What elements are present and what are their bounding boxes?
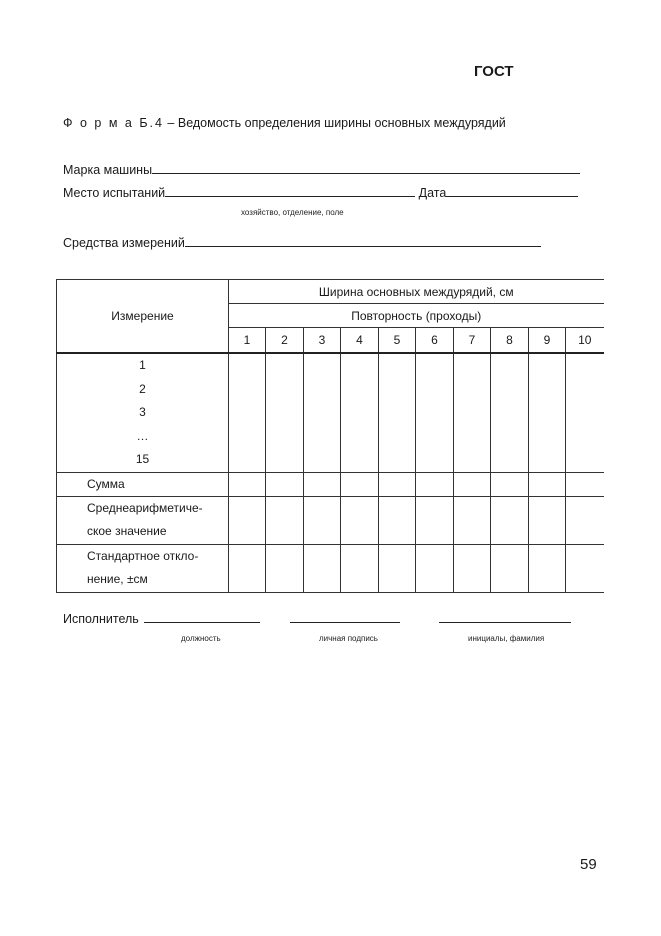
data-cell xyxy=(454,496,491,544)
data-cell xyxy=(416,353,454,472)
measurement-number: 3 xyxy=(139,405,146,419)
date-underline xyxy=(446,184,578,197)
measurement-table xyxy=(56,279,604,593)
instruments-label: Средства измерений xyxy=(63,236,185,250)
sum-label: Сумма xyxy=(57,472,229,496)
column-number: 5 xyxy=(379,328,416,354)
data-cell xyxy=(454,544,491,592)
data-cell xyxy=(566,496,604,544)
measurement-ellipsis: … xyxy=(136,428,149,443)
data-cell xyxy=(529,496,566,544)
name-hint: инициалы, фамилия xyxy=(468,634,545,643)
measurement-number: 2 xyxy=(139,381,146,396)
form-title-rest: – Ведомость определения ширины основных междурядий xyxy=(163,116,506,130)
place-date-field xyxy=(63,184,578,200)
data-cell xyxy=(379,544,416,592)
data-cell xyxy=(416,496,454,544)
data-cell xyxy=(566,544,604,592)
data-cell xyxy=(454,353,491,472)
gost-header: ГОСТ xyxy=(474,63,514,80)
column-number: 3 xyxy=(304,328,341,354)
data-cell xyxy=(266,472,304,496)
place-label: Место испытаний xyxy=(63,186,166,200)
column-number: 9 xyxy=(529,328,566,354)
instruments-underline xyxy=(185,234,541,247)
data-cell xyxy=(491,496,529,544)
column-number: 4 xyxy=(341,328,379,354)
instruments-field xyxy=(63,234,541,250)
repeat-header: Повторность (проходы) xyxy=(229,304,604,328)
column-number: 10 xyxy=(566,328,604,354)
data-cell xyxy=(529,544,566,592)
data-cell xyxy=(304,353,341,472)
header-row-1 xyxy=(57,280,604,304)
mean-row xyxy=(57,496,604,544)
data-cell xyxy=(379,472,416,496)
page-number: 59 xyxy=(580,856,597,873)
data-cell xyxy=(454,472,491,496)
data-cell xyxy=(341,544,379,592)
width-header: Ширина основных междурядий, см xyxy=(229,280,604,304)
data-cell xyxy=(416,472,454,496)
data-cell xyxy=(491,544,529,592)
data-cell xyxy=(304,496,341,544)
sum-row xyxy=(57,472,604,496)
measurement-list xyxy=(57,353,229,472)
machine-label: Марка машины xyxy=(63,163,153,177)
std-label xyxy=(57,544,229,592)
column-number: 1 xyxy=(229,328,266,354)
data-cell xyxy=(491,353,529,472)
date-label: Дата xyxy=(418,186,447,200)
signature-hint: личная подпись xyxy=(319,634,378,643)
data-cell xyxy=(416,544,454,592)
position-hint: должность xyxy=(181,634,221,643)
data-cell xyxy=(491,472,529,496)
data-cell xyxy=(341,353,379,472)
data-cell xyxy=(341,496,379,544)
mean-label-line-1: Среднеарифметиче- xyxy=(87,501,203,515)
column-number: 2 xyxy=(266,328,304,354)
data-cell xyxy=(266,544,304,592)
place-hint: хозяйство, отделение, поле xyxy=(241,208,344,217)
data-cell xyxy=(379,496,416,544)
column-number: 8 xyxy=(491,328,529,354)
signature-underline xyxy=(290,610,400,623)
column-number: 6 xyxy=(416,328,454,354)
data-cell xyxy=(304,544,341,592)
data-cell xyxy=(341,472,379,496)
data-cell xyxy=(229,353,266,472)
form-title-prefix: Ф о р м а Б.4 xyxy=(63,116,164,130)
name-underline xyxy=(439,610,571,623)
data-cell xyxy=(566,472,604,496)
column-number: 7 xyxy=(454,328,491,354)
measurement-header: Измерение xyxy=(57,280,229,354)
machine-underline xyxy=(152,161,580,174)
data-cell xyxy=(229,496,266,544)
data-cell xyxy=(266,496,304,544)
data-cell xyxy=(529,353,566,472)
mean-label-line-2: ское значение xyxy=(87,524,167,538)
std-label-line-1: Стандартное откло- xyxy=(87,549,199,563)
data-cell xyxy=(379,353,416,472)
measurements-row xyxy=(57,353,604,472)
std-row xyxy=(57,544,604,592)
machine-field xyxy=(63,161,580,177)
measurement-number: 15 xyxy=(135,452,150,466)
data-cell xyxy=(266,353,304,472)
data-cell xyxy=(229,544,266,592)
std-label-line-2: нение, ±см xyxy=(87,572,148,586)
data-cell xyxy=(229,472,266,496)
data-cell xyxy=(566,353,604,472)
data-cell xyxy=(304,472,341,496)
executor-label: Исполнитель xyxy=(63,612,139,626)
executor-field xyxy=(63,610,571,626)
position-underline xyxy=(144,610,260,623)
data-cell xyxy=(529,472,566,496)
measurement-number: 1 xyxy=(139,358,146,372)
mean-label xyxy=(57,496,229,544)
place-underline xyxy=(165,184,415,197)
form-title xyxy=(63,116,506,130)
